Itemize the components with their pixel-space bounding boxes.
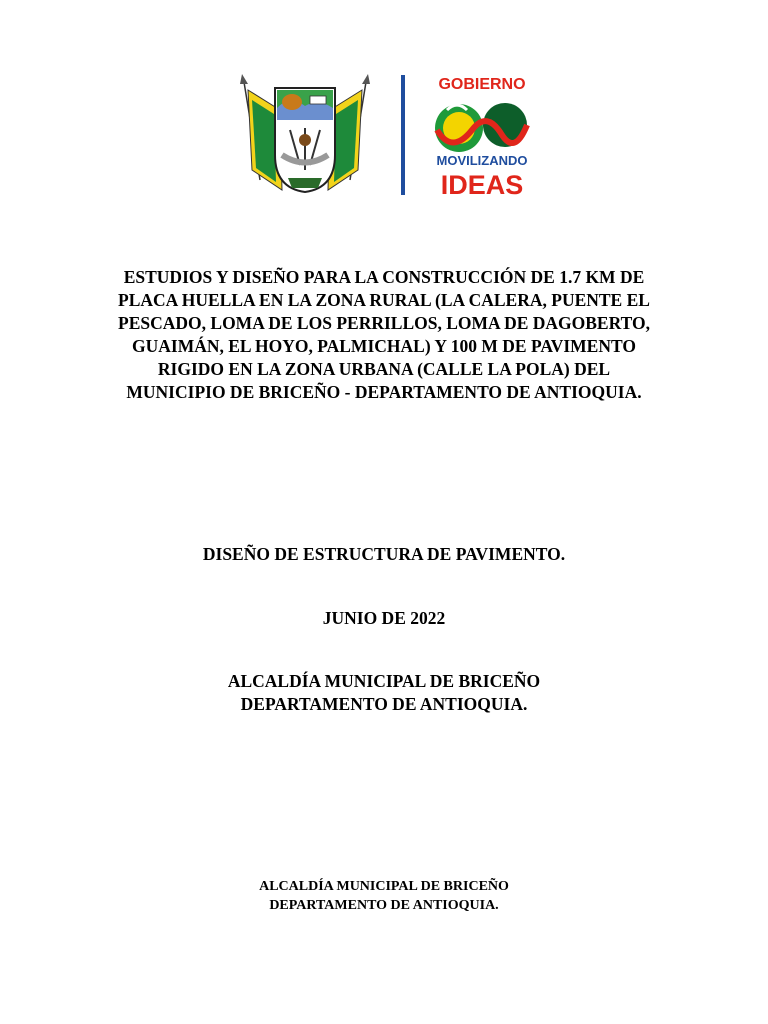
logo-middle-text: MOVILIZANDO <box>436 153 528 168</box>
logo-divider <box>401 75 405 195</box>
document-subtitle: DISEÑO DE ESTRUCTURA DE PAVIMENTO. <box>202 544 566 564</box>
logo-bottom-text: IDEAS <box>440 170 524 200</box>
logo-top-text: GOBIERNO <box>438 76 526 93</box>
entity-line: DEPARTAMENTO DE ANTIOQUIA. <box>240 694 528 714</box>
title-line: PESCADO, LOMA DE LOS PERRILLOS, LOMA DE DAGOBERTO, <box>118 313 650 333</box>
coat-of-arms-emblem <box>230 70 380 200</box>
title-line: RIGIDO EN LA ZONA URBANA (CALLE LA POLA) DEL <box>157 359 611 379</box>
title-line: PLACA HUELLA EN LA ZONA RURAL (LA CALERA, PUENTE EL <box>118 290 650 310</box>
footer-line: DEPARTAMENTO DE ANTIOQUIA. <box>269 898 499 913</box>
document-date: JUNIO DE 2022 <box>322 608 446 628</box>
title-line: MUNICIPIO DE BRICEÑO - DEPARTAMENTO DE ANTIOQUIA. <box>126 382 642 402</box>
issuing-entity <box>0 670 768 716</box>
document-title <box>90 266 678 404</box>
page-footer <box>0 877 768 915</box>
title-line: ESTUDIOS Y DISEÑO PARA LA CONSTRUCCIÓN DE 1.7 KM DE <box>123 267 645 287</box>
header-logos <box>230 70 540 200</box>
gobierno-movilizando-ideas-logo <box>427 70 537 200</box>
entity-line: ALCALDÍA MUNICIPAL DE BRICEÑO <box>227 671 541 691</box>
title-line: GUAIMÁN, EL HOYO, PALMICHAL) Y 100 M DE PAVIMENTO <box>132 336 636 356</box>
footer-line: ALCALDÍA MUNICIPAL DE BRICEÑO <box>259 879 509 894</box>
